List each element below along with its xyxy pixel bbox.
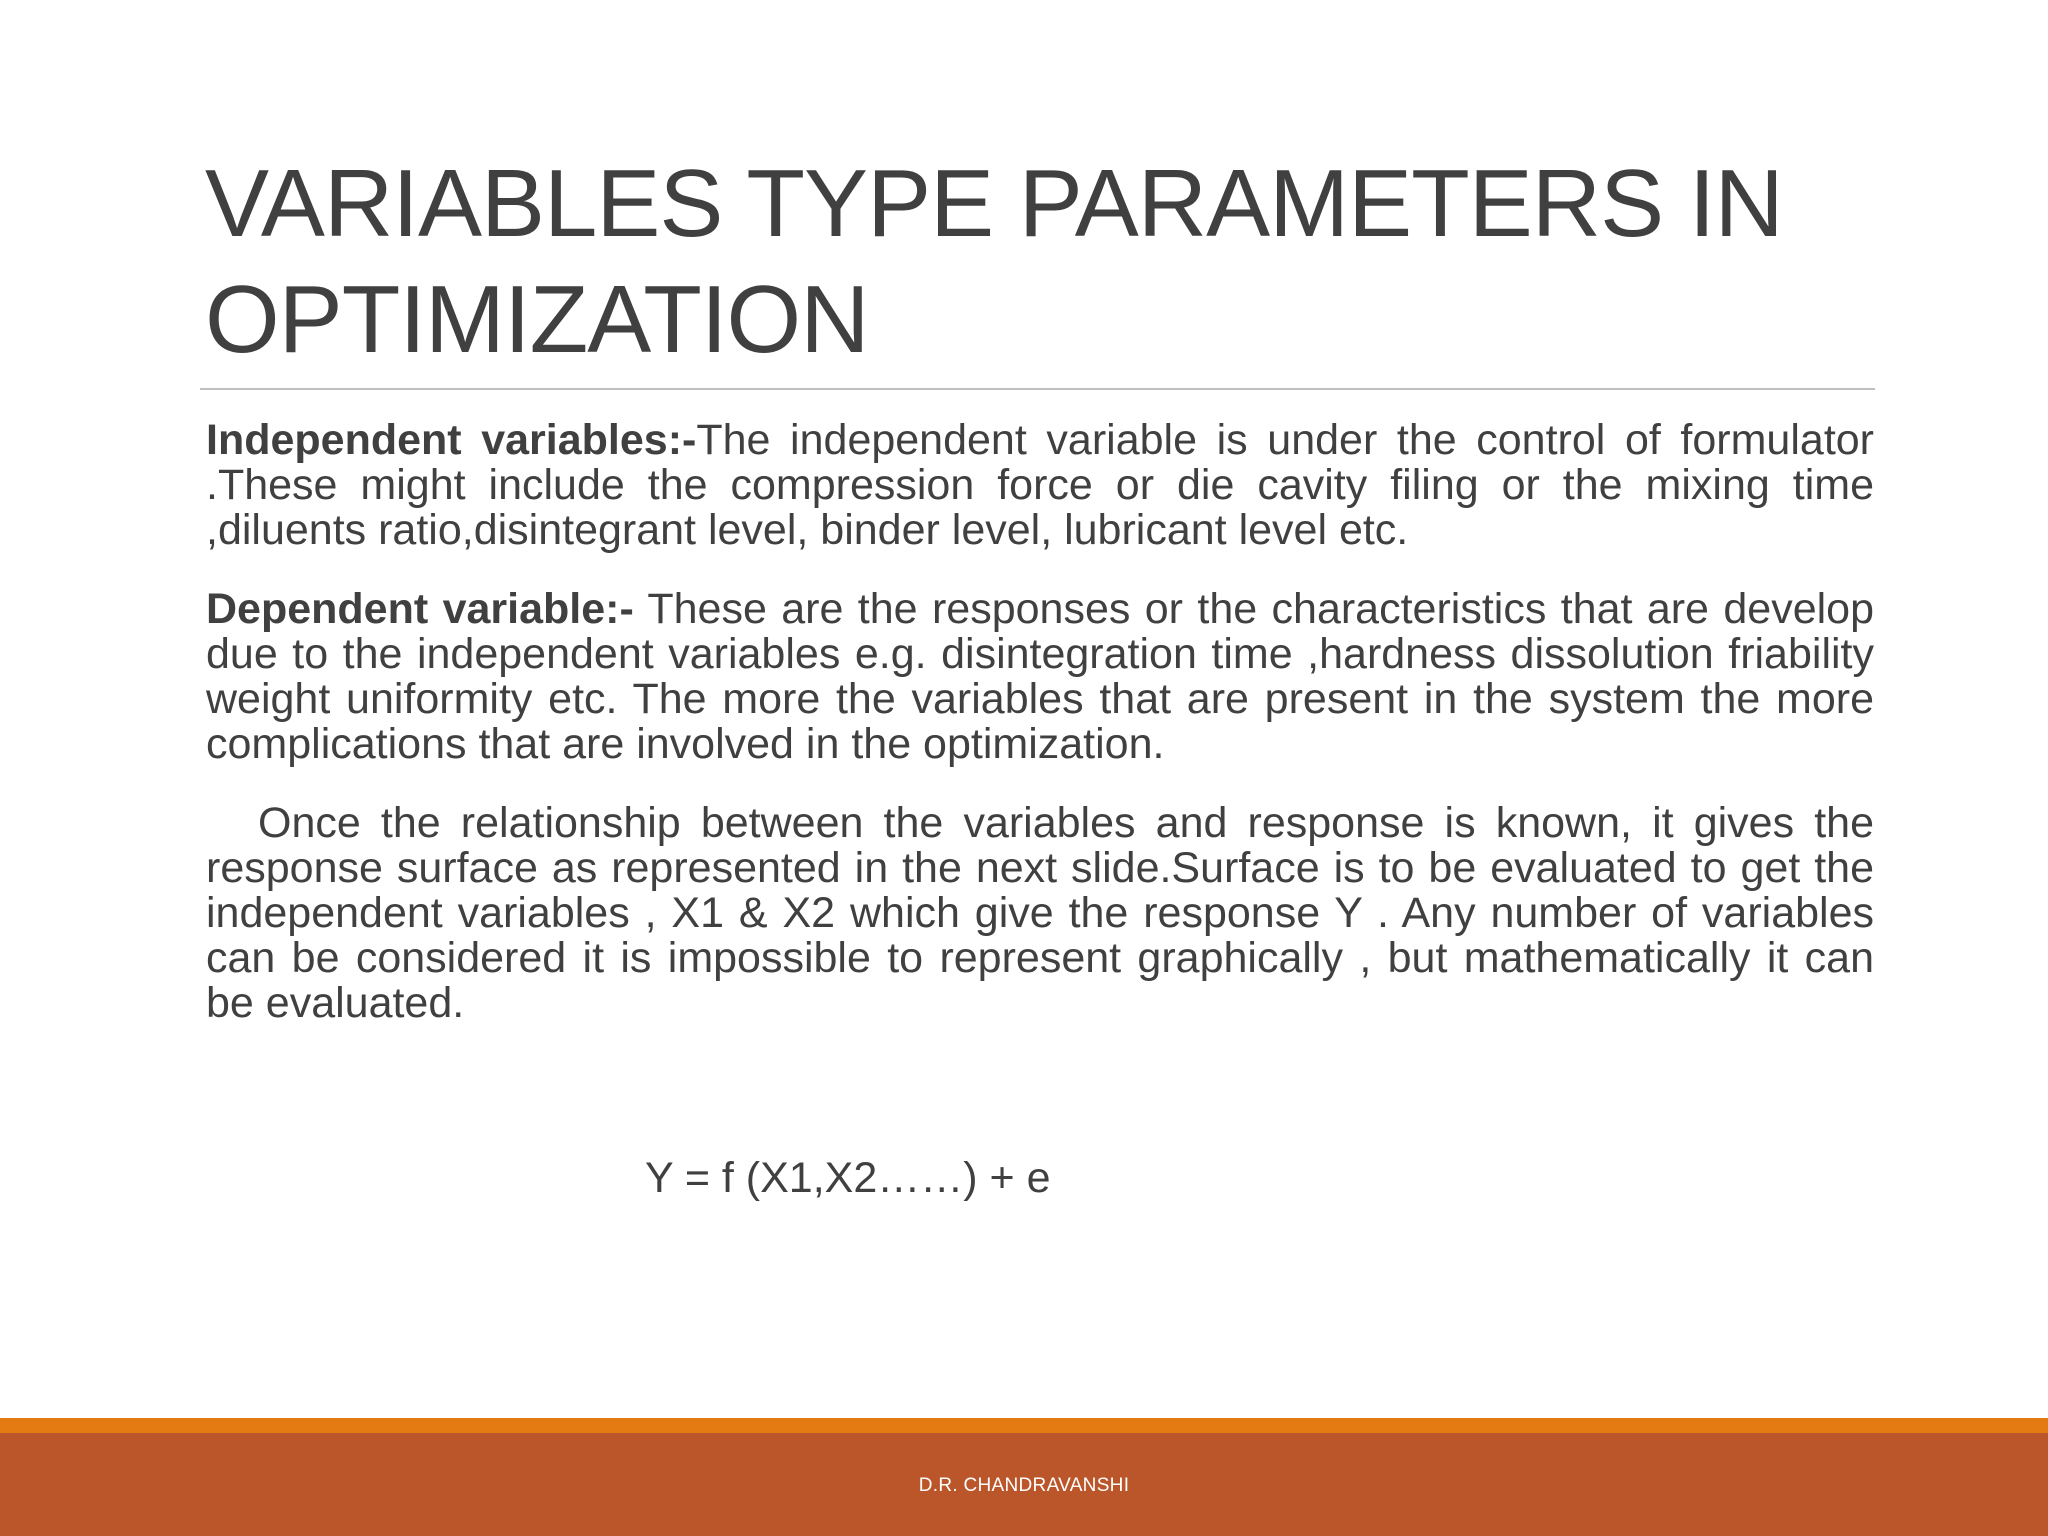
dependent-variable-text: These are the responses or the characteristics that are develop due to the independent variables e.g. disintegration time ,hardness dissolution friability weight uniformity etc. The more the variables that are present in the system the more complications that are involved in the optimization. xyxy=(206,585,1874,768)
slide-body xyxy=(206,418,1874,1060)
independent-variables-text: The independent variable is under the control of formulator .These might include the compression force or die cavity filing or the mixing time ,diluents ratio,disintegrant level, binder level, lubricant level etc. xyxy=(206,416,1874,554)
response-surface-paragraph: Once the relationship between the variables and response is known, it gives the response surface as represented in the next slide.Surface is to be evaluated to get the independent variables , X1 & X2 which give the response Y . Any number of variables can be considered it is impossible to represent graphically , but mathematically it can be evaluated. xyxy=(206,799,1874,1027)
slide-title: VARIABLES TYPE PARAMETERS IN OPTIMIZATION xyxy=(205,150,1783,373)
title-divider xyxy=(200,388,1875,390)
dependent-variable-term: Dependent variable:- xyxy=(206,585,634,633)
dependent-variable-paragraph xyxy=(206,587,1874,767)
response-formula: Y = f (X1,X2……) + e xyxy=(645,1154,1051,1202)
independent-variables-term: Independent variables:- xyxy=(206,416,697,464)
independent-variables-paragraph xyxy=(206,418,1874,553)
footer-stripe xyxy=(0,1418,2048,1433)
footer-author: D.R. CHANDRAVANSHI xyxy=(918,1475,1130,1496)
